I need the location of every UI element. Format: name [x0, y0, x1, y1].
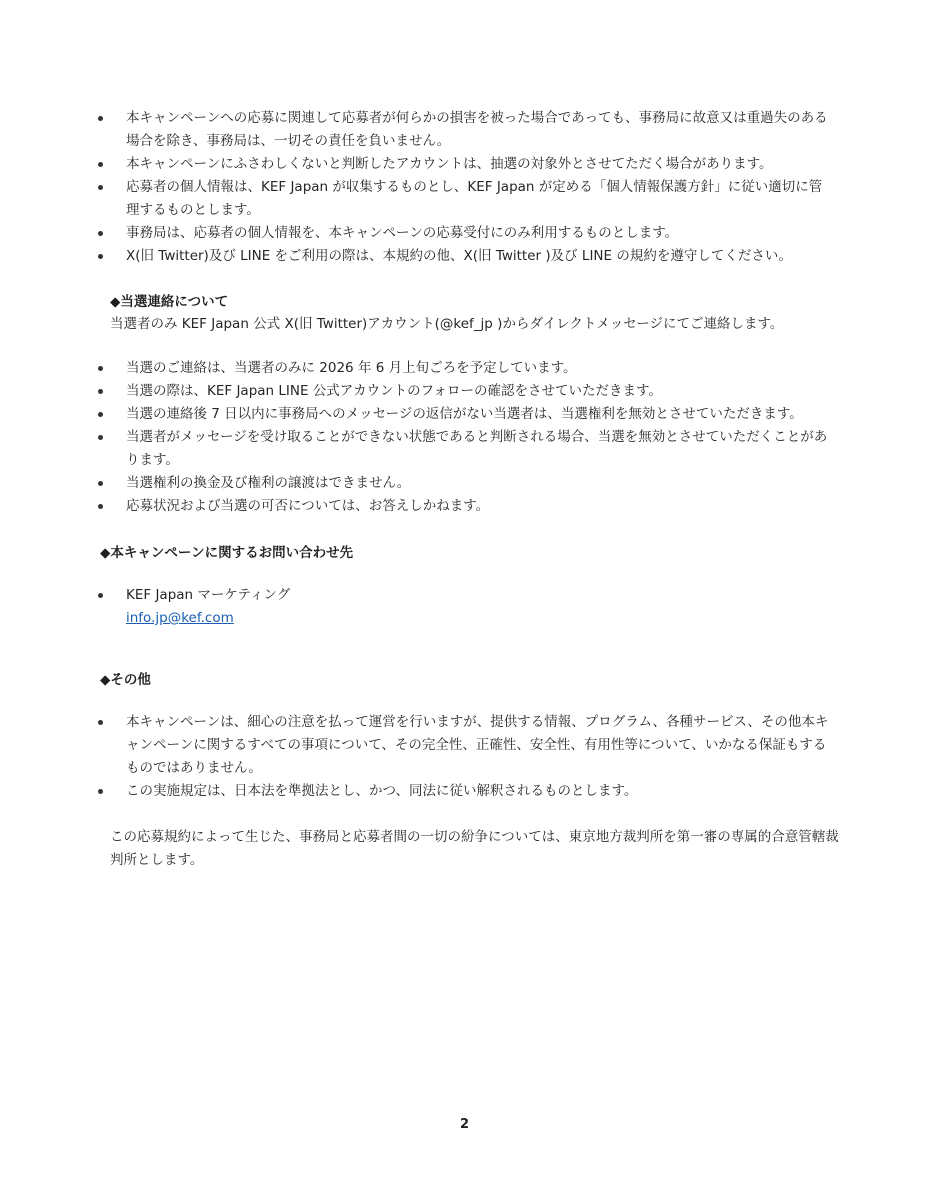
list-item: 応募者の個人情報は、KEF Japan が収集するものとし、KEF Japan が定める「個人情報保護方針」に従い適切に管理するものとします。 [0, 176, 929, 222]
list-item: 当選権利の換金及び権利の譲渡はできません。 [0, 472, 929, 495]
list-item: 当選の連絡後 7 日以内に事務局へのメッセージの返信がない当選者は、当選権利を無効とさせていただきます。 [0, 403, 929, 426]
winner-notice-list [0, 357, 929, 518]
winner-notice-section [0, 357, 929, 518]
closing-paragraph: この応募規約によって生じた、事務局と応募者間の一切の紛争については、東京地方裁判所を第一審の専属的合意管轄裁判所とします。 [110, 829, 839, 868]
list-item: 当選のご連絡は、当選者のみに 2026 年 6 月上旬ごろを予定しています。 [0, 357, 929, 380]
winner-notice-heading: ◆当選連絡について [110, 294, 229, 310]
list-item: 当選者がメッセージを受け取ることができない状態であると判断される場合、当選を無効とさせていただくことがあります。 [0, 426, 929, 472]
contact-name: KEF Japan マーケティング [126, 587, 291, 603]
winner-notice-intro: 当選者のみ KEF Japan 公式 X(旧 Twitter)アカウント(@kef_jp )からダイレクトメッセージにてご連絡します。 [110, 316, 784, 332]
list-item: 本キャンペーンへの応募に関連して応募者が何らかの損害を被った場合であっても、事務局に故意又は重過失のある場合を除き、事務局は、一切その責任を負いません。 [0, 107, 929, 153]
list-item: 事務局は、応募者の個人情報を、本キャンペーンの応募受付にのみ利用するものとします。 [0, 222, 929, 245]
other-section [0, 711, 929, 803]
other-list [0, 711, 929, 803]
contact-heading: ◆本キャンペーンに関するお問い合わせ先 [100, 545, 354, 561]
list-item: X(旧 Twitter)及び LINE をご利用の際は、本規約の他、X(旧 Twitter )及び LINE の規約を遵守してください。 [0, 245, 929, 268]
list-item: 本キャンペーンにふさわしくないと判断したアカウントは、抽選の対象外とさせてただく場合があります。 [0, 153, 929, 176]
contact-email-link[interactable]: info.jp@kef.com [126, 610, 234, 626]
contact-list [0, 584, 929, 630]
list-item: 応募状況および当選の可否については、お答えしかねます。 [0, 495, 929, 518]
list-item: 本キャンペーンは、細心の注意を払って運営を行いますが、提供する情報、プログラム、各種サービス、その他本キャンペーンに関するすべての事項について、その完全性、正確性、安全性、有用性等について、いかなる保証もするものではありません。 [0, 711, 929, 780]
list-item: 当選の際は、KEF Japan LINE 公式アカウントのフォローの確認をさせていただきます。 [0, 380, 929, 403]
disclaimer-section [0, 107, 929, 268]
disclaimer-list [0, 107, 929, 268]
list-item [0, 584, 929, 630]
contact-section [0, 584, 929, 630]
other-heading: ◆その他 [100, 672, 151, 688]
page-number: 2 [459, 1117, 470, 1132]
list-item: この実施規定は、日本法を準拠法とし、かつ、同法に従い解釈されるものとします。 [0, 780, 929, 803]
